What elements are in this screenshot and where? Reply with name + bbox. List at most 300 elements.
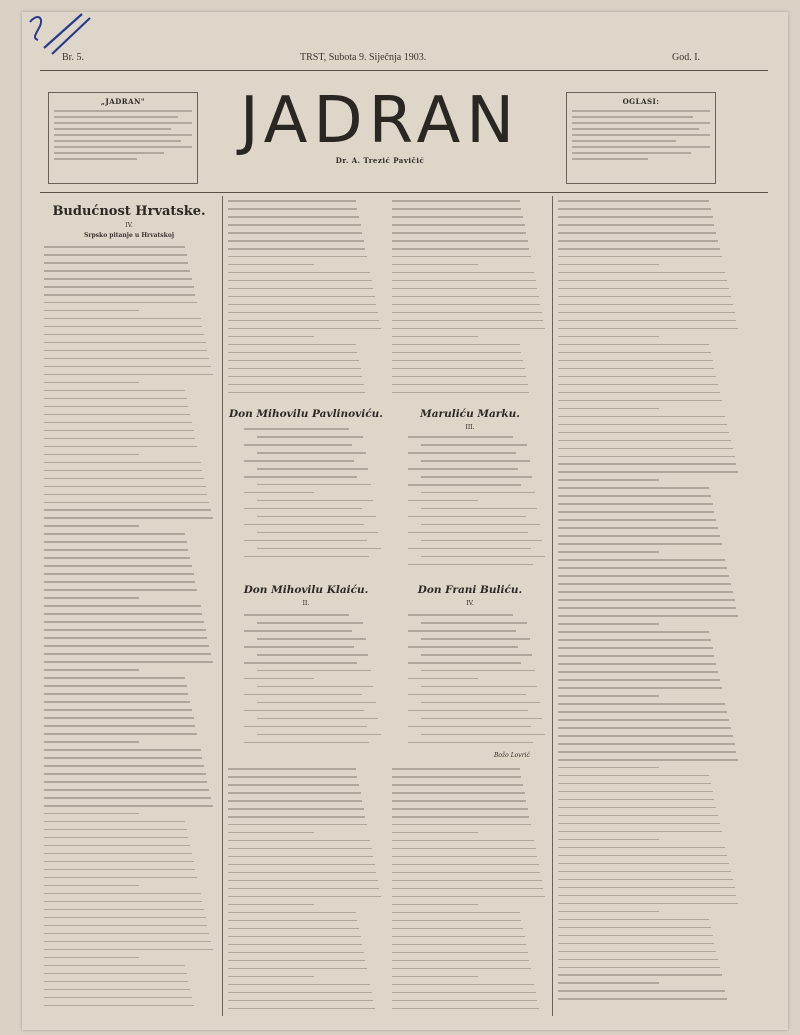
text-line	[44, 701, 190, 703]
text-line	[558, 982, 659, 984]
text-line	[392, 800, 526, 802]
text-line	[228, 344, 356, 346]
text-line	[228, 328, 381, 330]
text-line	[44, 909, 204, 911]
text-line	[44, 334, 204, 336]
text-line	[44, 965, 185, 967]
text-line	[44, 302, 197, 304]
text-line	[558, 607, 736, 609]
text-line	[44, 725, 195, 727]
text-line	[392, 928, 523, 930]
text-line	[257, 436, 363, 438]
text-line	[558, 903, 738, 905]
text-line	[558, 463, 736, 465]
text-line	[558, 639, 711, 641]
text-line	[558, 871, 731, 873]
text-line	[44, 366, 211, 368]
text-line	[228, 808, 364, 810]
text-line	[244, 492, 314, 494]
text-line	[44, 374, 213, 376]
text-line	[44, 765, 204, 767]
text-line	[392, 360, 523, 362]
text-line	[228, 784, 359, 786]
text-line	[44, 941, 211, 943]
text-line	[257, 452, 366, 454]
text-line	[558, 839, 659, 841]
text-line	[558, 791, 713, 793]
text-line	[558, 535, 720, 537]
text-line	[392, 808, 528, 810]
text-line	[44, 1005, 194, 1007]
article-body-col2-top	[228, 200, 384, 400]
text-line	[558, 990, 725, 992]
text-line	[558, 935, 713, 937]
text-line	[44, 382, 139, 384]
text-line	[44, 981, 188, 983]
text-line	[44, 517, 213, 519]
text-line	[44, 637, 207, 639]
text-line	[228, 848, 372, 850]
text-line	[558, 679, 720, 681]
text-line	[558, 855, 727, 857]
text-line	[257, 622, 363, 624]
text-line	[44, 621, 204, 623]
text-line	[392, 776, 521, 778]
masthead-title: JADRAN	[239, 84, 521, 158]
text-line	[44, 653, 211, 655]
text-line	[392, 976, 478, 978]
text-line	[421, 638, 530, 640]
text-line	[408, 468, 518, 470]
text-line	[558, 863, 729, 865]
text-line	[228, 296, 375, 298]
poem-body-1	[244, 428, 372, 564]
text-line	[558, 799, 714, 801]
text-line	[558, 495, 711, 497]
poem-title-1: Don Mihovilu Pavlinoviću.	[229, 408, 383, 420]
text-line	[558, 583, 731, 585]
text-line	[228, 216, 359, 218]
text-line	[558, 959, 718, 961]
text-line	[558, 471, 738, 473]
text-line	[228, 232, 362, 234]
text-line	[228, 880, 378, 882]
text-line	[558, 631, 709, 633]
text-line	[44, 613, 202, 615]
text-line	[392, 848, 536, 850]
text-line	[44, 989, 190, 991]
text-line	[421, 556, 545, 558]
text-line	[228, 248, 365, 250]
text-line	[228, 800, 362, 802]
text-line	[558, 967, 720, 969]
text-line	[228, 352, 357, 354]
text-line	[244, 428, 349, 430]
text-line	[44, 733, 197, 735]
text-line	[392, 784, 523, 786]
text-line	[228, 944, 362, 946]
text-line	[392, 232, 526, 234]
text-line	[558, 727, 731, 729]
text-line	[244, 742, 369, 744]
text-line	[257, 734, 381, 736]
text-line	[228, 928, 359, 930]
text-line	[44, 462, 201, 464]
text-line	[44, 406, 188, 408]
text-line	[228, 832, 314, 834]
text-line	[558, 360, 713, 362]
text-line	[408, 500, 478, 502]
text-line	[558, 368, 714, 370]
text-line	[44, 797, 211, 799]
text-line	[44, 454, 139, 456]
text-line	[558, 487, 709, 489]
text-line	[392, 264, 478, 266]
text-line	[558, 352, 711, 354]
text-line	[228, 984, 370, 986]
text-line	[558, 647, 713, 649]
text-line	[558, 336, 659, 338]
text-line	[558, 911, 659, 913]
text-line	[257, 718, 379, 720]
text-line	[392, 960, 529, 962]
text-line	[558, 743, 735, 745]
text-line	[558, 288, 729, 290]
text-line	[558, 432, 729, 434]
advertising-box	[566, 92, 716, 184]
text-line	[44, 270, 190, 272]
text-line	[558, 735, 733, 737]
text-line	[558, 703, 725, 705]
text-line	[228, 824, 367, 826]
text-line	[228, 368, 361, 370]
text-line	[228, 304, 376, 306]
text-line	[44, 278, 192, 280]
text-line	[244, 694, 362, 696]
text-line	[44, 933, 209, 935]
text-line	[44, 901, 202, 903]
text-line	[421, 718, 543, 720]
text-line	[558, 408, 659, 410]
text-line	[558, 559, 725, 561]
text-line	[44, 749, 201, 751]
text-line	[228, 952, 364, 954]
text-line	[228, 280, 372, 282]
text-line	[408, 452, 516, 454]
text-line	[558, 759, 738, 761]
text-line	[558, 775, 709, 777]
text-line	[558, 304, 733, 306]
text-line	[44, 677, 185, 679]
text-line	[558, 783, 711, 785]
text-line	[228, 320, 379, 322]
text-line	[228, 224, 361, 226]
text-line	[44, 741, 139, 743]
text-line	[244, 460, 354, 462]
text-line	[44, 853, 192, 855]
text-line	[558, 767, 659, 769]
text-line	[392, 792, 525, 794]
text-line	[392, 840, 534, 842]
advertising-box-title: OGLASI:	[622, 97, 660, 106]
article-body-col2-bottom	[228, 768, 384, 1016]
text-line	[558, 320, 736, 322]
text-line	[228, 992, 372, 994]
text-line	[392, 920, 521, 922]
text-line	[558, 719, 729, 721]
poem-signature: Božo Lovrić	[494, 752, 530, 759]
text-line	[228, 776, 357, 778]
text-line	[44, 446, 197, 448]
text-line	[257, 548, 381, 550]
poem-body-2	[408, 436, 536, 572]
dateline: TRST, Subota 9. Siječnja 1903.	[300, 52, 427, 63]
text-line	[392, 200, 520, 202]
text-line	[228, 384, 364, 386]
text-line	[558, 280, 727, 282]
text-line	[244, 476, 357, 478]
text-line	[558, 623, 659, 625]
text-line	[558, 503, 713, 505]
text-line	[44, 494, 207, 496]
text-line	[558, 575, 729, 577]
text-line	[44, 757, 202, 759]
text-line	[228, 968, 367, 970]
text-line	[392, 368, 525, 370]
text-line	[392, 280, 536, 282]
text-line	[421, 444, 527, 446]
poem-body-3	[244, 614, 372, 750]
text-line	[244, 646, 354, 648]
text-line	[44, 645, 209, 647]
text-line	[44, 318, 201, 320]
text-line	[44, 805, 213, 807]
text-line	[228, 904, 314, 906]
text-line	[421, 492, 535, 494]
text-line	[392, 952, 528, 954]
text-line	[558, 328, 738, 330]
text-line	[558, 751, 736, 753]
text-line	[392, 304, 540, 306]
text-line	[421, 734, 545, 736]
text-line	[44, 861, 194, 863]
text-line	[257, 638, 366, 640]
text-line	[392, 272, 534, 274]
text-line	[244, 678, 314, 680]
text-line	[408, 726, 531, 728]
text-line	[244, 524, 364, 526]
text-line	[228, 888, 379, 890]
text-line	[44, 685, 187, 687]
text-line	[228, 920, 357, 922]
article-body-col4	[558, 200, 742, 1006]
text-line	[408, 516, 526, 518]
text-line	[392, 1008, 539, 1010]
text-line	[392, 856, 537, 858]
text-line	[44, 837, 188, 839]
text-line	[421, 508, 537, 510]
text-line	[44, 549, 188, 551]
text-line	[44, 629, 206, 631]
text-line	[44, 925, 207, 927]
subscription-box	[48, 92, 198, 184]
text-line	[558, 919, 709, 921]
text-line	[44, 813, 139, 815]
text-line	[228, 360, 359, 362]
text-line	[44, 589, 197, 591]
text-line	[558, 296, 731, 298]
text-line	[228, 376, 362, 378]
poem-title-2: Maruliću Marku.	[420, 408, 520, 420]
text-line	[257, 686, 373, 688]
text-line	[558, 567, 727, 569]
text-line	[257, 484, 371, 486]
text-line	[558, 312, 735, 314]
text-line	[558, 416, 725, 418]
text-line	[44, 845, 190, 847]
text-line	[44, 773, 206, 775]
text-line	[392, 352, 521, 354]
text-line	[392, 944, 526, 946]
text-line	[558, 527, 718, 529]
text-line	[44, 869, 195, 871]
text-line	[421, 654, 532, 656]
text-line	[44, 693, 188, 695]
text-line	[392, 816, 529, 818]
text-line	[558, 424, 727, 426]
text-line	[408, 694, 526, 696]
text-line	[392, 320, 543, 322]
text-line	[558, 256, 722, 258]
text-line	[558, 655, 714, 657]
text-line	[558, 943, 714, 945]
text-line	[244, 508, 362, 510]
text-line	[257, 532, 379, 534]
text-line	[44, 997, 192, 999]
text-line	[44, 310, 139, 312]
text-line	[392, 992, 536, 994]
text-line	[44, 502, 209, 504]
text-line	[558, 951, 716, 953]
text-line	[44, 350, 207, 352]
text-line	[257, 516, 376, 518]
text-line	[44, 422, 192, 424]
article-part: IV.	[125, 222, 133, 229]
text-line	[44, 246, 185, 248]
text-line	[558, 591, 733, 593]
text-line	[244, 540, 367, 542]
text-line	[392, 984, 534, 986]
text-line	[44, 789, 209, 791]
text-line	[421, 686, 537, 688]
text-line	[44, 430, 194, 432]
text-line	[44, 358, 209, 360]
text-line	[228, 976, 314, 978]
volume-year: God. I.	[672, 52, 701, 63]
text-line	[558, 456, 735, 458]
poem-title-4: Don Frani Buliću.	[417, 584, 523, 596]
column-divider-1	[222, 196, 223, 1016]
text-line	[244, 614, 349, 616]
text-line	[44, 541, 187, 543]
text-line	[421, 524, 540, 526]
text-line	[392, 216, 523, 218]
text-line	[408, 710, 528, 712]
text-line	[558, 974, 722, 976]
text-line	[392, 384, 528, 386]
text-line	[558, 248, 720, 250]
text-line	[44, 973, 187, 975]
text-line	[228, 392, 365, 394]
text-line	[44, 342, 206, 344]
text-line	[421, 622, 527, 624]
text-line	[408, 614, 513, 616]
text-line	[558, 671, 718, 673]
text-line	[228, 864, 375, 866]
article-subtitle: Srpsko pitanje u Hrvatskoj	[83, 232, 175, 239]
text-line	[228, 200, 356, 202]
text-line	[244, 556, 369, 558]
text-line	[44, 781, 207, 783]
header-rule-top	[40, 70, 768, 71]
text-line	[44, 821, 185, 823]
text-line	[408, 678, 478, 680]
text-line	[558, 440, 731, 442]
text-line	[44, 286, 194, 288]
text-line	[408, 564, 533, 566]
column-divider-3	[552, 196, 553, 1016]
text-line	[228, 208, 357, 210]
text-line	[392, 968, 531, 970]
subscription-box-title: „JADRAN"	[100, 97, 146, 106]
text-line	[392, 832, 478, 834]
text-line	[44, 509, 211, 511]
text-line	[392, 896, 545, 898]
text-line	[228, 896, 381, 898]
text-line	[408, 436, 513, 438]
text-line	[228, 816, 365, 818]
text-line	[558, 224, 714, 226]
text-line	[392, 288, 537, 290]
text-line	[558, 216, 713, 218]
text-line	[244, 630, 352, 632]
poem-number-4: IV.	[466, 600, 474, 607]
text-line	[44, 557, 190, 559]
text-line	[228, 264, 314, 266]
text-line	[257, 500, 373, 502]
text-line	[558, 400, 722, 402]
text-line	[392, 248, 529, 250]
text-line	[257, 670, 371, 672]
text-line	[44, 893, 201, 895]
text-line	[558, 815, 718, 817]
text-line	[421, 476, 532, 478]
text-line	[392, 224, 525, 226]
text-line	[44, 573, 194, 575]
text-line	[44, 661, 213, 663]
text-line	[44, 717, 194, 719]
article-title: Budućnost Hrvatske.	[52, 204, 206, 219]
text-line	[244, 662, 357, 664]
article-body-col3-top	[392, 200, 548, 400]
text-line	[408, 484, 521, 486]
text-line	[228, 336, 314, 338]
text-line	[44, 877, 197, 879]
text-line	[392, 824, 531, 826]
text-line	[44, 709, 192, 711]
text-line	[228, 288, 373, 290]
text-line	[558, 264, 659, 266]
